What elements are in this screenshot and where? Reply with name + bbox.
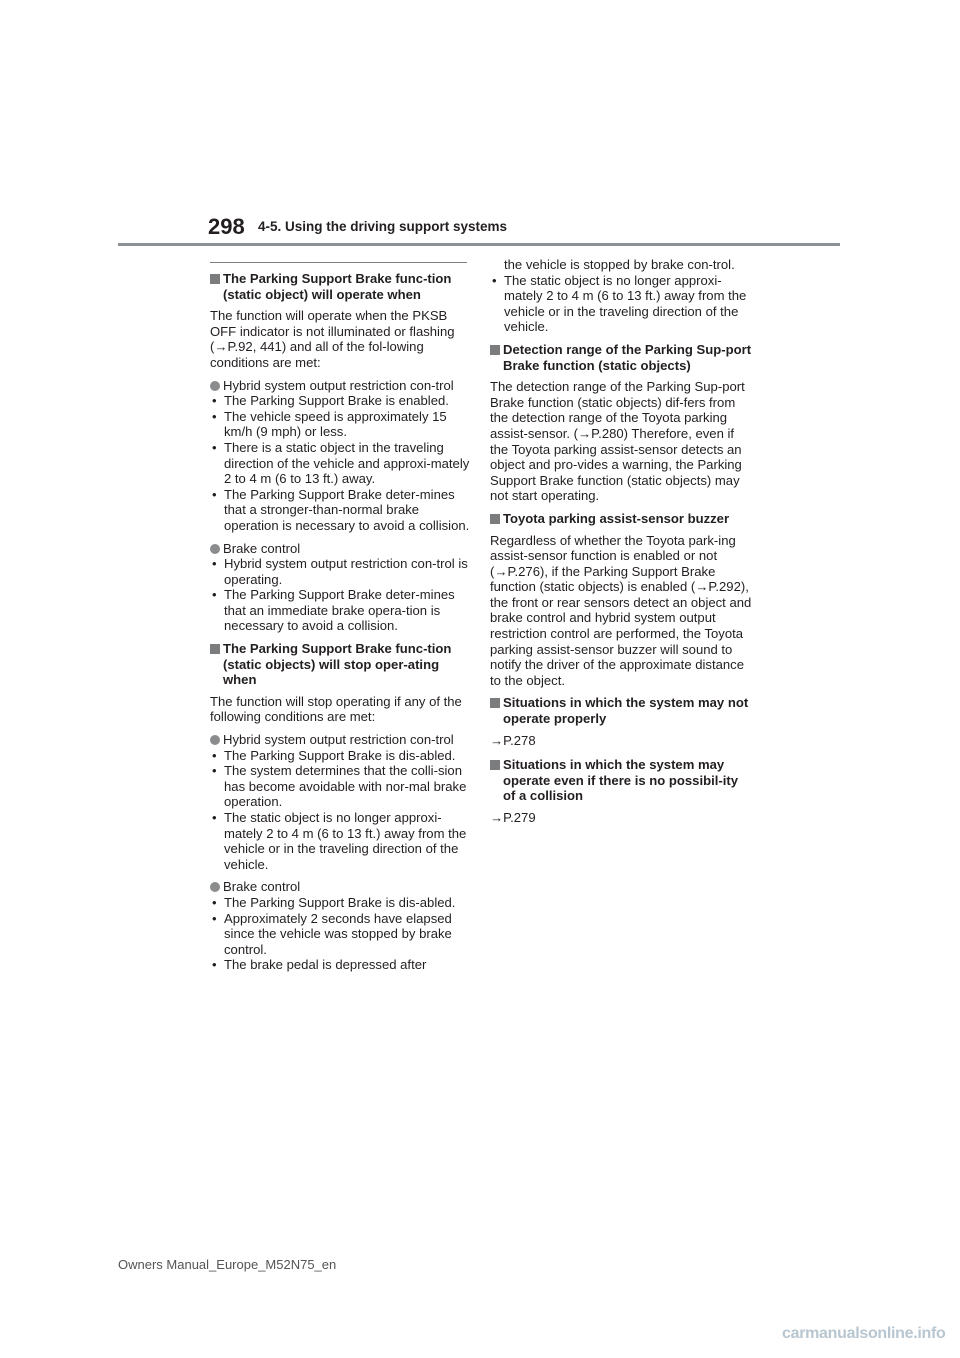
- header-rule: [118, 243, 840, 246]
- condition-group-output-restriction: [210, 378, 472, 534]
- square-bullet-icon: [490, 698, 500, 708]
- stop-conditions-intro: The function will stop operating if any of the following conditions are met:: [210, 693, 462, 725]
- heading-operate-when: The Parking Support Brake func-tion (static object) will operate when: [210, 271, 472, 302]
- list-item: • The vehicle speed is approximately 15 km/h (9 mph) or less.: [212, 408, 447, 440]
- list-item: • The system determines that the colli-sion has become avoidable with nor-mal brake operation.: [212, 763, 467, 810]
- heading-may-not-operate: Situations in which the system may not operate properly: [490, 695, 752, 726]
- list-item: • The Parking Support Brake is enabled.: [212, 393, 449, 409]
- detection-range-text: The detection range of the Parking Sup-port Brake function (static objects) dif-fers from the detection range of the Toyota parking assist-sensor. (→P.280) Therefore, even if the Toyota parking assist-sensor detects an object and pro-vides a warning, the Parking Support Brake function (static objects) may not start operating.: [490, 379, 745, 504]
- sensor-buzzer-text: Regardless of whether the Toyota park-ing assist-sensor function is enabled or not (→P.276), if the Parking Support Brake function (static objects) is enabled (→P.292), the front or rear sensors detect an object and brake control and hybrid system output restriction control are performed, the Toyota parking assist-sensor buzzer will sound to notify the driver of the approximate distance to the object.: [490, 532, 752, 688]
- list-item: • The static object is no longer approxi-mately 2 to 4 m (6 to 13 ft.) away from the vehicle or in the traveling direction of the vehicle.: [212, 810, 467, 872]
- square-bullet-icon: [490, 760, 500, 770]
- list-item: • The Parking Support Brake is dis-abled.: [212, 894, 456, 910]
- heading-detection-range: Detection range of the Parking Sup-port Brake function (static objects): [490, 342, 752, 373]
- section-title: 4-5. Using the driving support systems: [258, 219, 508, 234]
- circle-bullet-icon: [210, 381, 220, 391]
- page-number: 298: [208, 214, 245, 239]
- list-item: • The static object is no longer approxi-mately 2 to 4 m (6 to 13 ft.) away from the vehicle or in the traveling direction of the vehicle.: [492, 272, 747, 335]
- column-rule: [210, 262, 467, 263]
- left-column: [210, 271, 472, 980]
- group-title: Brake control: [223, 540, 301, 556]
- right-column: [490, 257, 752, 835]
- list-item-continuation: the vehicle is stopped by brake con-trol.: [504, 257, 735, 272]
- square-bullet-icon: [490, 345, 500, 355]
- condition-group-brake-control: [210, 541, 472, 635]
- list-item: • The Parking Support Brake deter-mines that an immediate brake opera-tion is necessary to avoid a collision.: [212, 587, 455, 634]
- stop-group-brake-control: [210, 879, 472, 973]
- watermark: carmanualsonline.info: [782, 1325, 946, 1342]
- square-bullet-icon: [210, 274, 220, 284]
- circle-bullet-icon: [210, 882, 220, 892]
- group-title: Hybrid system output restriction con-trol: [223, 732, 454, 748]
- square-bullet-icon: [490, 514, 500, 524]
- list-item: • The Parking Support Brake is dis-abled.: [212, 747, 456, 763]
- group-title: Brake control: [223, 879, 301, 895]
- heading-sensor-buzzer: Toyota parking assist-sensor buzzer: [490, 511, 752, 527]
- circle-bullet-icon: [210, 735, 220, 745]
- square-bullet-icon: [210, 644, 220, 654]
- footer-document-id: Owners Manual_Europe_M52N75_en: [118, 1257, 337, 1272]
- operate-conditions-intro: The function will operate when the PKSB OFF indicator is not illuminated or flashing (→P.92, 441) and all of the fol-lowing conditions are met:: [210, 308, 455, 370]
- heading-stop-operating-when: The Parking Support Brake func-tion (static objects) will stop oper-ating when: [210, 641, 472, 688]
- list-item: • The Parking Support Brake deter-mines that a stronger-than-normal brake operation is necessary to avoid a collision.: [212, 486, 470, 533]
- circle-bullet-icon: [210, 544, 220, 554]
- page-reference: →P.279: [490, 810, 536, 825]
- list-item: • Hybrid system output restriction con-trol is operating.: [212, 556, 468, 587]
- heading-may-operate-no-collision: Situations in which the system may operate even if there is no possibil-ity of a collision: [490, 757, 752, 804]
- stop-group-output-restriction: [210, 732, 472, 872]
- group-title: Hybrid system output restriction con-trol: [223, 377, 454, 393]
- page-reference: →P.278: [490, 732, 536, 748]
- list-item: • There is a static object in the traveling direction of the vehicle and approxi-mately 2 to 4 m (6 to 13 ft.) away.: [212, 439, 470, 487]
- list-item: • Approximately 2 seconds have elapsed since the vehicle was stopped by brake control.: [212, 910, 452, 957]
- list-item: • The brake pedal is depressed after: [212, 957, 427, 973]
